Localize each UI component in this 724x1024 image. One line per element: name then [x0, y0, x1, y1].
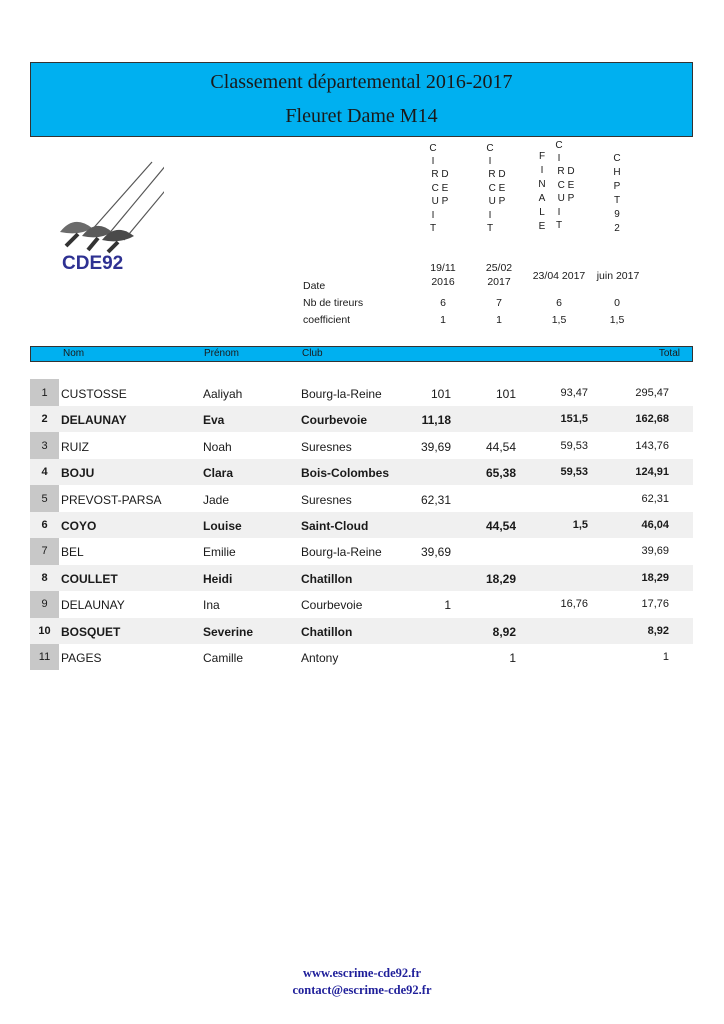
total-cell: 18,29 — [641, 571, 669, 584]
nom-cell: RUIZ — [61, 439, 89, 454]
vertical-letter: R D — [488, 169, 506, 180]
prenom-cell: Ina — [203, 598, 220, 613]
finale-score-cell: 93,47 — [560, 387, 588, 399]
rank-cell: 7 — [41, 545, 48, 558]
table-row — [30, 538, 693, 564]
prenom-cell: Camille — [203, 651, 244, 665]
rank-cell: 2 — [41, 413, 48, 426]
circuit-2-score-cell: 8,92 — [492, 624, 516, 639]
circuit-1-score-cell: 62,31 — [420, 492, 451, 507]
table-row — [30, 591, 693, 617]
vertical-letter: T — [613, 195, 621, 206]
table-row — [30, 380, 693, 406]
vertical-letter: I — [557, 207, 561, 218]
finale-score-cell: 16,76 — [560, 598, 588, 611]
vertical-letter: L — [539, 207, 545, 218]
vertical-letter: C — [555, 140, 563, 151]
table-row — [30, 459, 693, 485]
vertical-letter: C E — [488, 183, 506, 194]
circuit-1-score-cell: 101 — [430, 387, 451, 401]
prenom-cell: Louise — [203, 519, 242, 533]
club-cell: Courbevoie — [301, 598, 363, 613]
column-header-club: Club — [302, 348, 323, 359]
logo-text: CDE92 — [62, 253, 124, 274]
nom-cell: BOSQUET — [61, 624, 121, 639]
nom-cell: COYO — [61, 519, 97, 533]
nom-cell: DELAUNAY — [61, 598, 125, 613]
competition-2-date-line1: 25/02 — [485, 262, 513, 274]
total-cell: 1 — [662, 651, 669, 663]
rank-cell: 11 — [38, 651, 51, 663]
vertical-letter: U P — [431, 196, 449, 207]
vertical-letter: H — [613, 167, 621, 178]
circuit-1-score-cell: 39,69 — [420, 439, 451, 454]
prenom-cell: Clara — [203, 466, 234, 481]
vertical-letter: 2 — [614, 223, 620, 234]
finale-score-cell: 1,5 — [572, 519, 588, 531]
vertical-letter: I — [431, 156, 435, 167]
club-cell: Saint-Cloud — [301, 519, 369, 533]
date-label: Date — [303, 280, 326, 292]
prenom-cell: Severine — [203, 624, 254, 639]
total-cell: 8,92 — [647, 624, 669, 637]
vertical-letter: P — [613, 181, 621, 192]
circuit-2-score-cell: 1 — [509, 651, 516, 665]
vertical-letter: F — [538, 151, 546, 162]
prenom-cell: Noah — [203, 439, 232, 454]
prenom-cell: Aaliyah — [203, 387, 243, 401]
column-header-bar — [30, 346, 693, 362]
footer-website[interactable]: www.escrime-cde92.fr — [302, 966, 421, 980]
coefficient-label: coefficient — [303, 314, 351, 326]
rank-cell: 10 — [38, 624, 51, 637]
vertical-letter: C E — [431, 183, 449, 194]
competition-4-coefficient: 1,5 — [609, 314, 625, 326]
circuit-2-score-cell: 44,54 — [485, 439, 516, 454]
nom-cell: PREVOST-PARSA — [61, 492, 162, 507]
competition-3-coefficient: 1,5 — [551, 314, 567, 326]
vertical-letter: T — [555, 220, 563, 231]
column-header-nom: Nom — [63, 348, 85, 359]
total-cell: 143,76 — [635, 439, 669, 452]
vertical-letter: C E — [557, 180, 575, 191]
nom-cell: DELAUNAY — [61, 413, 127, 428]
table-row — [30, 486, 693, 512]
competition-2-coefficient: 1 — [496, 314, 502, 326]
nom-cell: PAGES — [61, 651, 102, 665]
vertical-letter: C — [486, 143, 494, 154]
prenom-cell: Emilie — [203, 545, 236, 560]
rank-cell: 5 — [41, 492, 48, 505]
competition-3-date: 23/04 2017 — [532, 270, 586, 282]
table-row — [30, 644, 693, 670]
vertical-letter: R D — [431, 169, 449, 180]
vertical-letter: I — [431, 210, 435, 221]
vertical-letter: R D — [557, 166, 575, 177]
competition-1-date-line1: 19/11 — [430, 262, 456, 274]
competition-4-date: juin 2017 — [596, 270, 640, 282]
column-header-prenom: Prénom — [204, 348, 240, 359]
competition-3-nb-tireurs: 6 — [556, 297, 562, 309]
vertical-letter: 9 — [614, 209, 620, 220]
club-cell: Chatillon — [301, 571, 353, 586]
competition-4-nb-tireurs: 0 — [614, 297, 620, 309]
vertical-letter: I — [488, 210, 492, 221]
vertical-letter: C — [613, 153, 621, 164]
vertical-letter: T — [429, 223, 437, 234]
nom-cell: BEL — [61, 545, 84, 560]
cde92-logo — [52, 154, 164, 274]
circuit-2-score-cell: 44,54 — [485, 519, 516, 533]
table-row — [30, 512, 693, 538]
finale-score-cell: 59,53 — [560, 439, 588, 452]
vertical-letter: U P — [488, 196, 506, 207]
prenom-cell: Jade — [203, 492, 230, 507]
vertical-letter: C — [429, 143, 437, 154]
competition-2-date-line2: 2017 — [487, 276, 511, 288]
club-cell: Bourg-la-Reine — [301, 387, 382, 401]
rank-cell: 3 — [41, 439, 48, 452]
competition-2-nb-tireurs: 7 — [496, 297, 502, 309]
total-cell: 295,47 — [635, 387, 669, 399]
competition-1-nb-tireurs: 6 — [440, 297, 446, 309]
club-cell: Bois-Colombes — [301, 466, 390, 481]
table-row — [30, 618, 693, 644]
table-row — [30, 406, 693, 432]
total-cell: 124,91 — [635, 466, 669, 479]
rank-cell: 6 — [41, 519, 48, 531]
page-title: Classement départemental 2016-2017 — [210, 71, 513, 93]
nb-tireurs-label: Nb de tireurs — [303, 297, 364, 309]
vertical-letter: I — [488, 156, 492, 167]
circuit-2-score-cell: 101 — [495, 387, 516, 401]
club-cell: Bourg-la-Reine — [301, 545, 382, 560]
club-cell: Courbevoie — [301, 413, 368, 428]
finale-score-cell: 151,5 — [560, 413, 588, 426]
vertical-letter: E — [538, 221, 546, 232]
table-row — [30, 433, 693, 459]
table-row — [30, 565, 693, 591]
finale-score-cell: 59,53 — [560, 466, 588, 479]
competition-1-date-line2: 2016 — [431, 276, 455, 288]
column-header-total: Total — [658, 348, 680, 359]
rank-cell: 1 — [41, 387, 48, 399]
vertical-letter: A — [538, 193, 546, 204]
total-cell: 46,04 — [641, 519, 669, 531]
vertical-letter: T — [486, 223, 494, 234]
circuit-1-score-cell: 1 — [444, 598, 451, 613]
vertical-letter: U P — [557, 193, 575, 204]
rank-cell: 8 — [41, 571, 48, 584]
nom-cell: CUSTOSSE — [61, 387, 127, 401]
circuit-2-score-cell: 18,29 — [485, 571, 516, 586]
nom-cell: BOJU — [61, 466, 95, 481]
page-subtitle: Fleuret Dame M14 — [285, 105, 438, 127]
total-cell: 162,68 — [635, 413, 669, 426]
prenom-cell: Eva — [203, 413, 225, 428]
total-cell: 39,69 — [641, 545, 669, 558]
title-banner — [30, 62, 693, 137]
prenom-cell: Heidi — [203, 571, 233, 586]
footer-email[interactable]: contact@escrime-cde92.fr — [292, 983, 432, 997]
club-cell: Antony — [301, 651, 339, 665]
total-cell: 62,31 — [641, 492, 669, 505]
nom-cell: COULLET — [61, 571, 118, 586]
vertical-letter: I — [557, 153, 561, 164]
rank-cell: 4 — [41, 466, 48, 479]
circuit-2-score-cell: 65,38 — [485, 466, 516, 481]
total-cell: 17,76 — [641, 598, 669, 611]
rank-cell: 9 — [41, 598, 48, 611]
vertical-letter: I — [540, 165, 544, 176]
circuit-1-score-cell: 39,69 — [420, 545, 451, 560]
competition-1-coefficient: 1 — [440, 314, 446, 326]
club-cell: Chatillon — [301, 624, 353, 639]
club-cell: Suresnes — [301, 439, 352, 454]
circuit-1-score-cell: 11,18 — [421, 413, 451, 428]
club-cell: Suresnes — [301, 492, 352, 507]
vertical-letter: N — [538, 179, 546, 190]
